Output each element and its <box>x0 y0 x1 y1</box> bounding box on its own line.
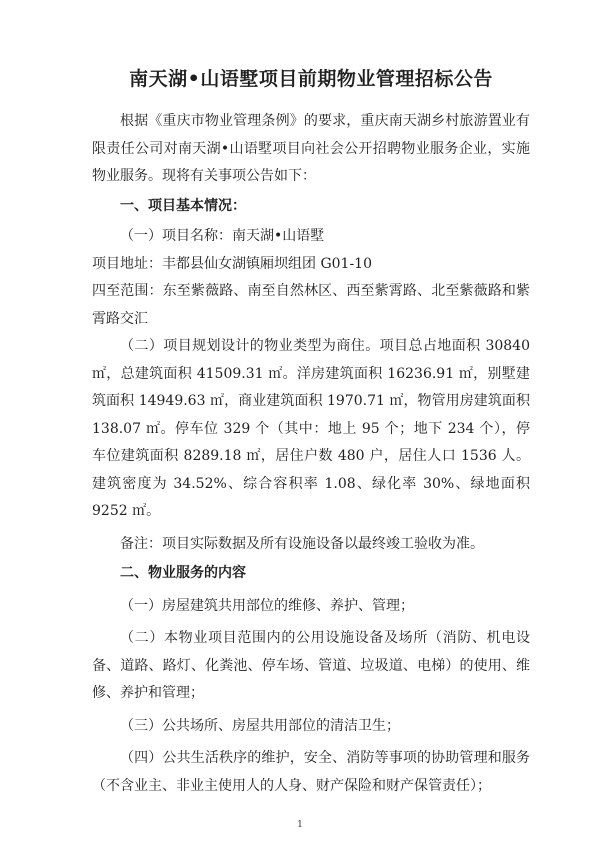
section-2-heading: 二、物业服务的内容 <box>120 565 246 581</box>
service-item: （一）房屋建筑共用部位的维修、养护、管理； <box>120 597 414 614</box>
page-number: 1 <box>297 820 303 830</box>
project-boundary-line: 四至范围：东至紫薇路、南至自然林区、西至紫霄路、北至紫薇路和紫霄路交汇 <box>92 283 530 327</box>
planning-paragraph: （二）项目规划设计的物业类型为商住。项目总占地面积 30840 ㎡，总建筑面积 41509.31 ㎡。洋房建筑面积 16236.91 ㎡，别墅建筑面积 14949.63 ㎡，商业建筑面积 1970.71 ㎡，物管用房建筑面积 138.07 ㎡。停车位 329 个（其中：地上 95 个；地下 234 个），停车位建筑面积 8289.18 ㎡，居住户数 480 户，居住人口 1536 人。建筑密度为 34.52%、综合容积率 1.08、绿化率 30%、绿地面积 9252 ㎡。 <box>92 338 530 519</box>
intro-paragraph: 根据《重庆市物业管理条例》的要求，重庆南天湖乡村旅游置业有限责任公司对南天湖•山语墅项目向社会公开招聘物业服务企业，实施物业服务。现将有关事项公告如下： <box>92 113 530 184</box>
service-item: （二）本物业项目范围内的公用设施设备及场所（消防、机电设备、道路、路灯、化粪池、停车场、管道、垃圾道、电梯）的使用、维修、养护和管理； <box>92 630 530 701</box>
note-paragraph: 备注：项目实际数据及所有设施设备以最终竣工验收为准。 <box>120 535 484 552</box>
document-title: 南天湖•山语墅项目前期物业管理招标公告 <box>129 68 493 90</box>
project-address-line: 项目地址：丰都县仙女湖镇厢坝组团 G01-10 <box>92 255 372 272</box>
project-name-line: （一）项目名称：南天湖•山语墅 <box>120 228 325 244</box>
service-item: （四）公共生活秩序的维护，安全、消防等事项的协助管理和服务（不含业主、非业主使用人的人身、财产保险和财产保管责任）； <box>92 750 530 794</box>
service-item: （三）公共场所、房屋共用部位的清洁卫生； <box>120 717 400 734</box>
section-1-heading: 一、项目基本情况： <box>120 197 246 214</box>
